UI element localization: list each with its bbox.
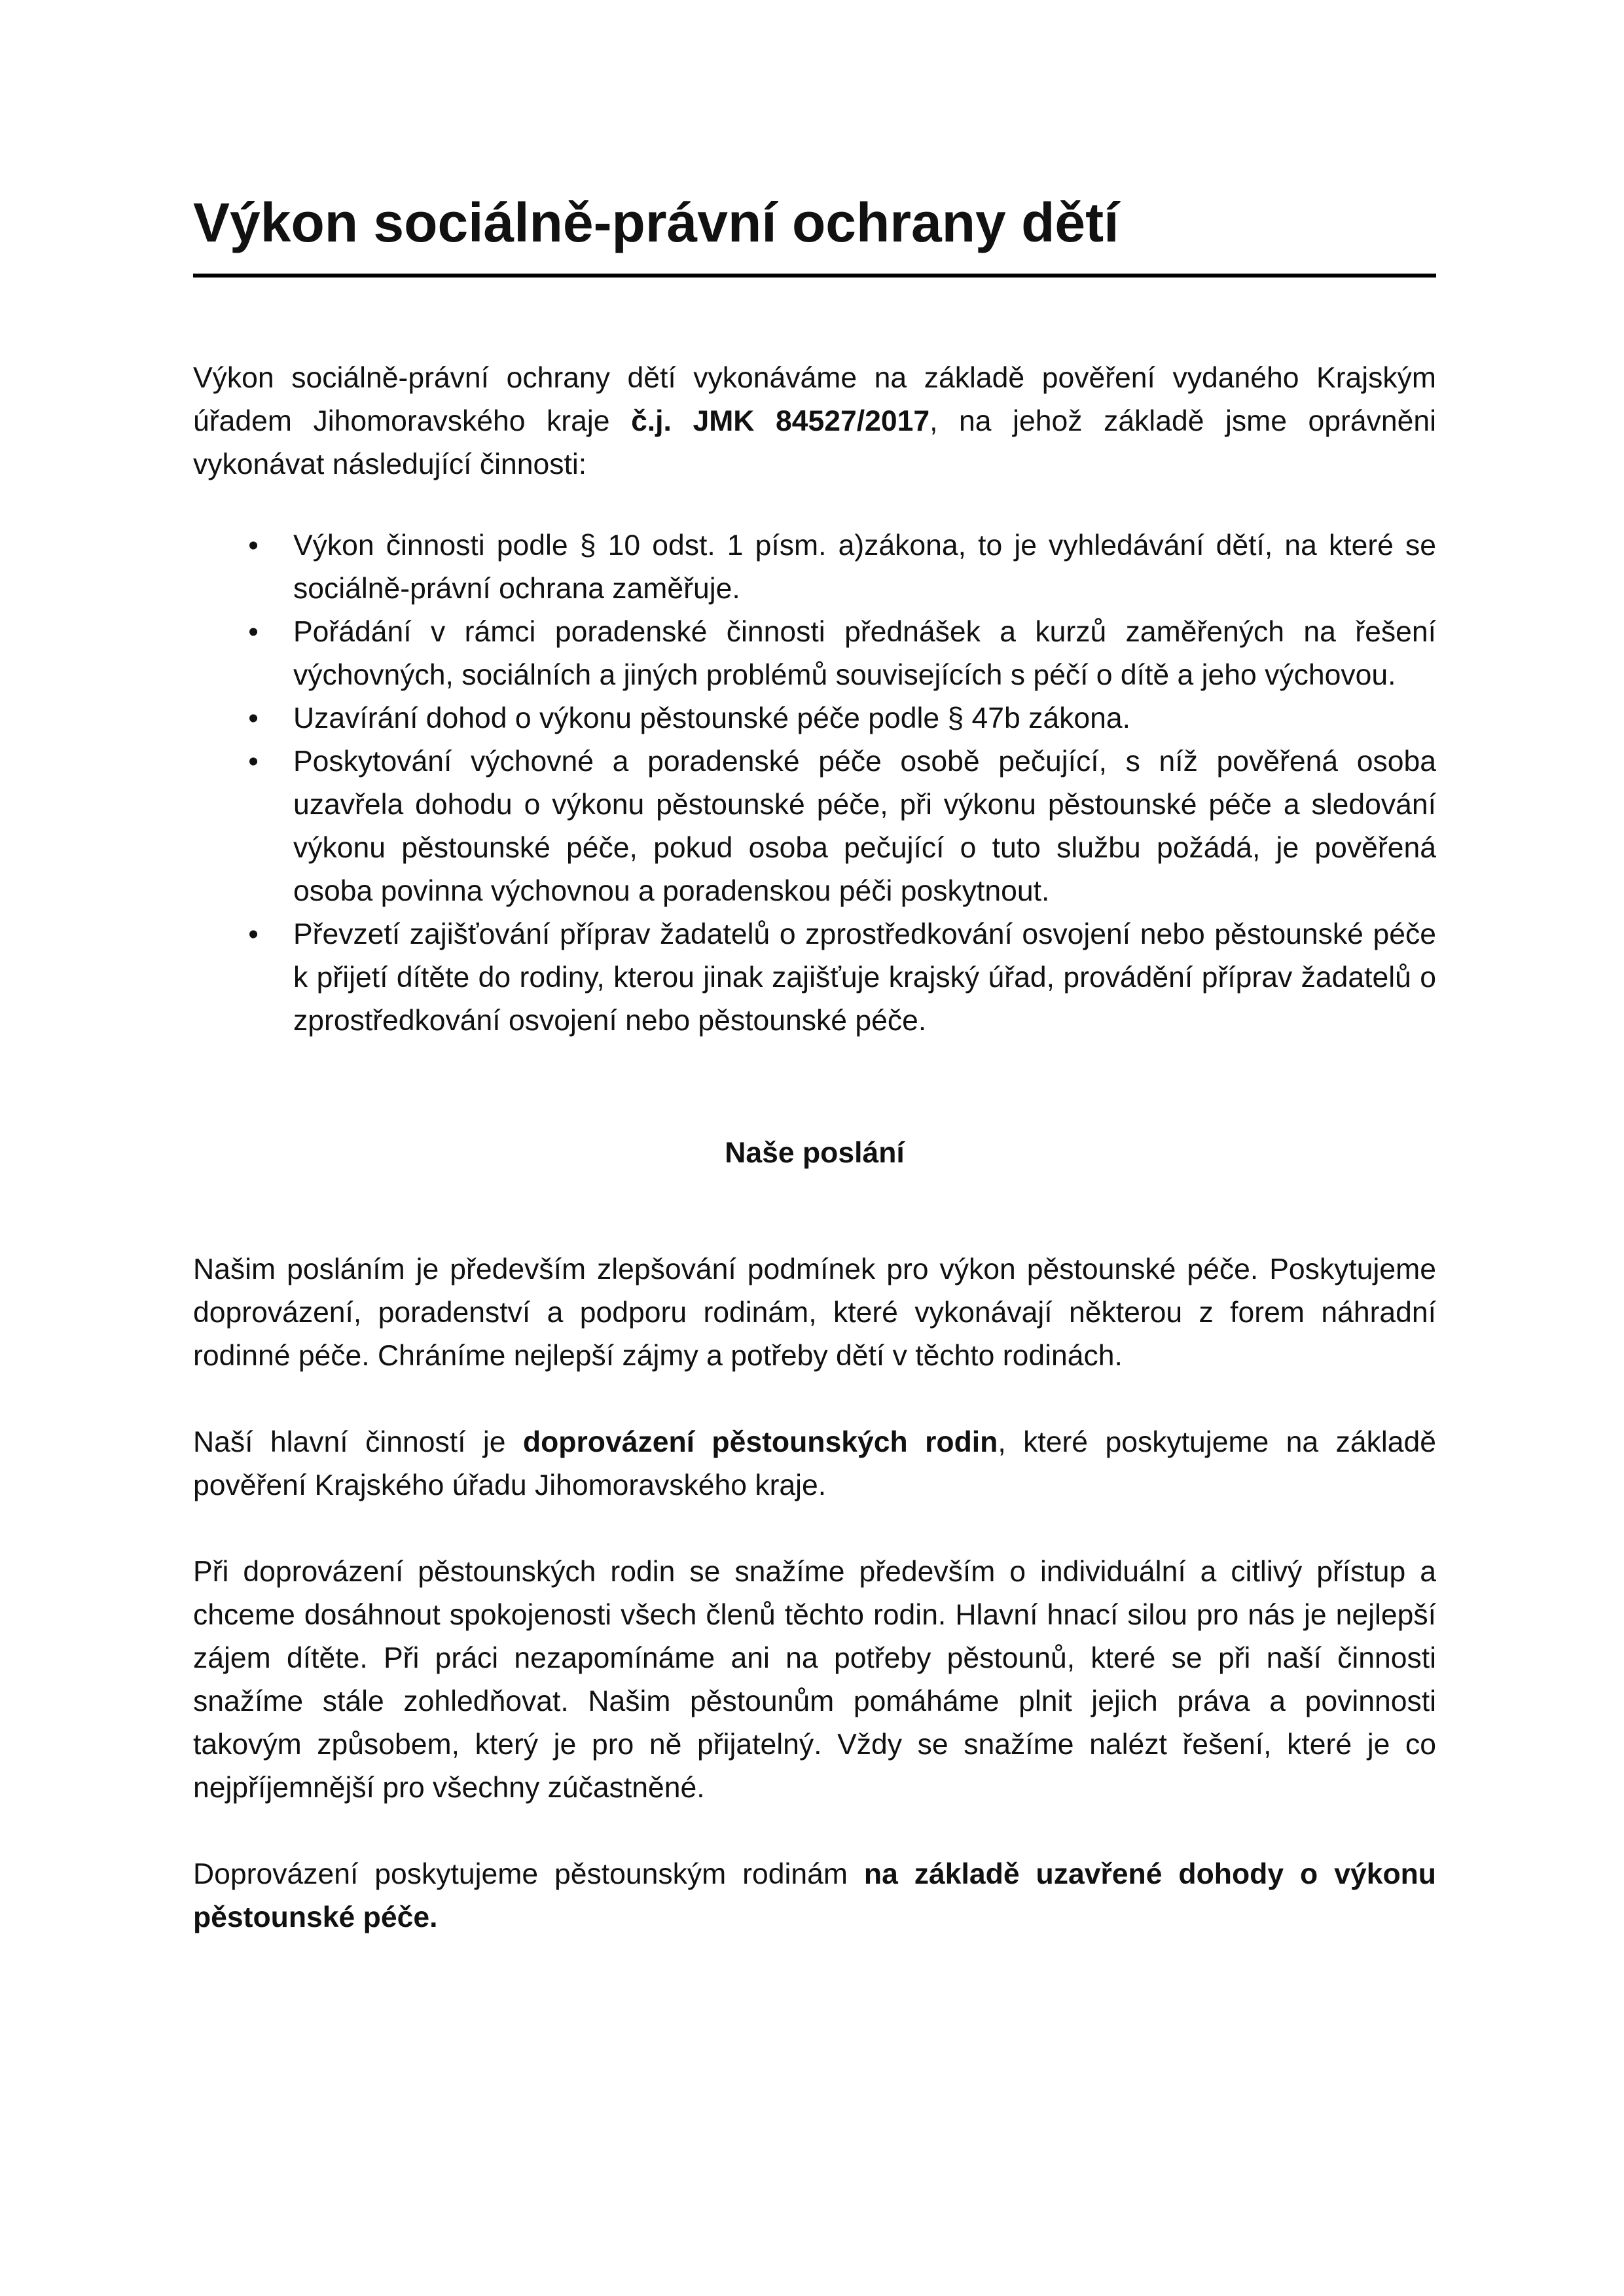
bullet-icon: •	[248, 918, 259, 950]
list-item-text: Výkon činnosti podle § 10 odst. 1 písm. a)zákona, to je vyhledávání dětí, na které se sociálně-právní ochrana zaměřuje.	[293, 529, 1436, 605]
mission-paragraph-2	[193, 1421, 1436, 1507]
activities-list	[193, 524, 1436, 1043]
intro-paragraph	[193, 357, 1436, 486]
list-item	[248, 913, 1436, 1043]
document-body	[193, 357, 1436, 1982]
bullet-icon: •	[248, 529, 259, 562]
list-item	[248, 740, 1436, 913]
bullet-icon: •	[248, 616, 259, 648]
list-item-text: Převzetí zajišťování příprav žadatelů o zprostředkování osvojení nebo pěstounské péče k přijetí dítěte do rodiny, kterou jinak zajišťuje krajský úřad, provádění příprav žadatelů o zprostředkování osvojení nebo pěstounské péče.	[293, 918, 1436, 1037]
mission-p2-bold: doprovázení pěstounských rodin	[522, 1426, 998, 1458]
mission-p2-text-2: , které poskytujeme na základě pověření Krajského úřadu Jihomoravského kraje.	[193, 1426, 1436, 1501]
mission-p4-text: Doprovázení poskytujeme pěstounským rodinám	[193, 1858, 864, 1890]
list-item	[248, 697, 1436, 740]
list-item-text: Poskytování výchovné a poradenské péče osobě pečující, s níž pověřená osoba uzavřela dohodu o výkonu pěstounské péče, při výkonu pěstounské péče a sledování výkonu pěstounské péče, pokud osoba pečující o tuto službu požádá, je pověřená osoba povinna výchovnou a poradenskou péči poskytnout.	[293, 745, 1436, 907]
list-item-text: Uzavírání dohod o výkonu pěstounské péče podle § 47b zákona.	[293, 702, 1131, 734]
intro-text-2: , na jehož základě jsme oprávněni vykonávat následující činnosti:	[193, 405, 1436, 480]
mission-paragraph-4	[193, 1853, 1436, 1939]
list-item-text: Pořádání v rámci poradenské činnosti přednášek a kurzů zaměřených na řešení výchovných, sociálních a jiných problémů souvisejících s péčí o dítě a jeho výchovou.	[293, 616, 1436, 691]
mission-p4-bold: na základě uzavřené dohody o výkonu pěstounské péče.	[193, 1858, 1436, 1933]
page-title: Výkon sociálně-právní ochrany dětí	[193, 192, 1119, 253]
mission-paragraph-1: Našim posláním je především zlepšování podmínek pro výkon pěstounské péče. Poskytujeme doprovázení, poradenství a podporu rodinám, které vykonávají některou z forem náhradní rodinné péče. Chráníme nejlepší zájmy a potřeby dětí v těchto rodinách.	[193, 1253, 1436, 1372]
bullet-icon: •	[248, 702, 259, 734]
section-heading: Naše poslání	[725, 1137, 905, 1169]
mission-paragraph-3: Při doprovázení pěstounských rodin se snažíme především o individuální a citlivý přístup a chceme dosáhnout spokojenosti všech členů těchto rodin. Hlavní hnací silou pro nás je nejlepší zájem dítěte. Při práci nezapomínáme ani na potřeby pěstounů, které se při naší činnosti snažíme stále zohledňovat. Našim pěstounům pomáháme plnit jejich práva a povinnosti takovým způsobem, který je pro ně přijatelný. Vždy se snažíme nalézt řešení, které je co nejpříjemnější pro všechny zúčastněné.	[193, 1556, 1436, 1804]
list-item	[248, 524, 1436, 611]
title-underline	[193, 274, 1436, 278]
list-item	[248, 611, 1436, 697]
reference-number: č.j. JMK 84527/2017	[631, 405, 930, 437]
bullet-icon: •	[248, 745, 259, 778]
intro-text-1: Výkon sociálně-právní ochrany dětí vykonáváme na základě pověření vydaného Krajským úřadem Jihomoravského kraje	[193, 362, 1436, 437]
mission-p2-text-1: Naší hlavní činností je	[193, 1426, 523, 1458]
